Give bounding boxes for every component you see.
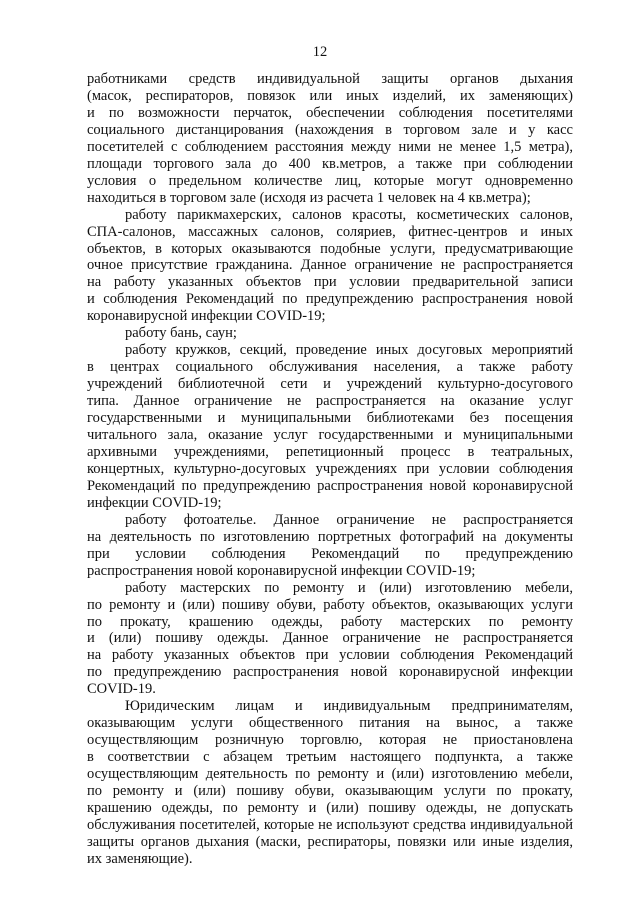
paragraph-line: по предупреждению распространения новой коронавирусной инфекции bbox=[87, 664, 573, 681]
paragraph-line: объектов, в которых оказываются подобные услуги, предусматривающие bbox=[87, 240, 573, 257]
paragraph-line: осуществляющим розничную торговлю, которая не приостановлена bbox=[87, 732, 573, 749]
paragraph-line: оказывающим услуги общественного питания на вынос, а также bbox=[87, 715, 573, 732]
paragraph-line: обслуживания посетителей, которые не используют средства индивидуальной bbox=[87, 816, 573, 833]
paragraph-line: защиты органов дыхания (маски, респираторы, повязки или иные изделия, bbox=[87, 833, 573, 850]
paragraph-line: на деятельность по изготовлению портретных фотографий на документы bbox=[87, 528, 573, 545]
paragraph-line: работу кружков, секций, проведение иных досуговых мероприятий bbox=[125, 342, 573, 359]
paragraph-line: очное присутствие гражданина. Данное ограничение не распространяется bbox=[87, 257, 573, 274]
paragraph-line: СПА-салонов, массажных салонов, соляриев, фитнес-центров и иных bbox=[87, 223, 573, 240]
paragraph-line: и соблюдения Рекомендаций по предупреждению распространения новой bbox=[87, 291, 573, 308]
paragraph-line: коронавирусной инфекции COVID-19; bbox=[87, 308, 326, 325]
document-body bbox=[87, 71, 573, 868]
paragraph-line: архивными учреждениями, репетиционный процесс в театральных, bbox=[87, 443, 573, 460]
paragraph-line: инфекции COVID-19; bbox=[87, 494, 222, 511]
paragraph-line: при условии соблюдения Рекомендаций по предупреждению bbox=[87, 545, 573, 562]
paragraph-line: крашению одежды, по ремонту и (или) пошиву одежды, не допускать bbox=[87, 799, 573, 816]
paragraph-line: типа. Данное ограничение не распространяется на оказание услуг bbox=[87, 393, 573, 410]
paragraph-line: условия о предельном количестве лиц, которые могут одновременно bbox=[87, 172, 573, 189]
paragraph-line: работниками средств индивидуальной защиты органов дыхания bbox=[87, 71, 573, 87]
paragraph-line: их заменяющие). bbox=[87, 850, 193, 867]
paragraph-line: (масок, респираторов, повязок или иных изделий, их заменяющих) bbox=[87, 87, 573, 104]
paragraph-line: работу фотоателье. Данное ограничение не распространяется bbox=[125, 511, 573, 528]
paragraph-line: Рекомендаций по предупреждению распространения новой коронавирусной bbox=[87, 477, 573, 494]
paragraph-line: по ремонту и (или) пошиву обуви, работу объектов, оказывающих услуги bbox=[87, 596, 573, 613]
paragraph-line: в соответствии с абзацем третьим настоящего подпункта, а также bbox=[87, 749, 573, 766]
paragraph-line: по прокату, крашению одежды, работу мастерских по ремонту bbox=[87, 613, 573, 630]
paragraph-line: государственными и муниципальными библиотеками без посещения bbox=[87, 410, 573, 427]
paragraph-line: и (или) пошиву одежды. Данное ограничение не распространяется bbox=[87, 630, 573, 647]
paragraph-line: находиться в торговом зале (исходя из расчета 1 человек на 4 кв.метра); bbox=[87, 189, 531, 206]
paragraph-line: концертных, культурно-досуговых учреждениях при условии соблюдения bbox=[87, 460, 573, 477]
page-number: 12 bbox=[312, 44, 328, 60]
paragraph-line: работу мастерских по ремонту и (или) изготовлению мебели, bbox=[125, 579, 573, 596]
paragraph-line: социального дистанцирования (нахождения в торговом зале и у касс bbox=[87, 121, 573, 138]
paragraph-line: Юридическим лицам и индивидуальным предпринимателям, bbox=[125, 698, 573, 715]
paragraph-line: COVID-19. bbox=[87, 681, 156, 698]
paragraph-line: на работу указанных объектов при условии предварительной записи bbox=[87, 274, 573, 291]
paragraph-line: учреждений библиотечной сети и учреждений культурно-досугового bbox=[87, 376, 573, 393]
paragraph-line: в центрах социального обслуживания населения, а также работу bbox=[87, 359, 573, 376]
paragraph-line: читального зала, оказание услуг государственными и муниципальными bbox=[87, 427, 573, 444]
paragraph-line: площади торгового зала до 400 кв.метров, а также при соблюдении bbox=[87, 155, 573, 172]
paragraph-line: на работу указанных объектов при условии соблюдения Рекомендаций bbox=[87, 647, 573, 664]
paragraph-line: работу парикмахерских, салонов красоты, косметических салонов, bbox=[125, 206, 573, 223]
paragraph-line: посетителей с соблюдением расстояния между ними не менее 1,5 метра), bbox=[87, 138, 573, 155]
paragraph-line: и по возможности перчаток, обеспечении соблюдения посетителями bbox=[87, 104, 573, 121]
paragraph-line: осуществляющим деятельность по ремонту и (или) изготовлению мебели, bbox=[87, 766, 573, 783]
paragraph-line: по ремонту и (или) пошиву обуви, оказывающим услуги по прокату, bbox=[87, 783, 573, 800]
paragraph-line: работу бань, саун; bbox=[125, 325, 237, 342]
paragraph-line: распространения новой коронавирусной инфекции COVID-19; bbox=[87, 562, 476, 579]
